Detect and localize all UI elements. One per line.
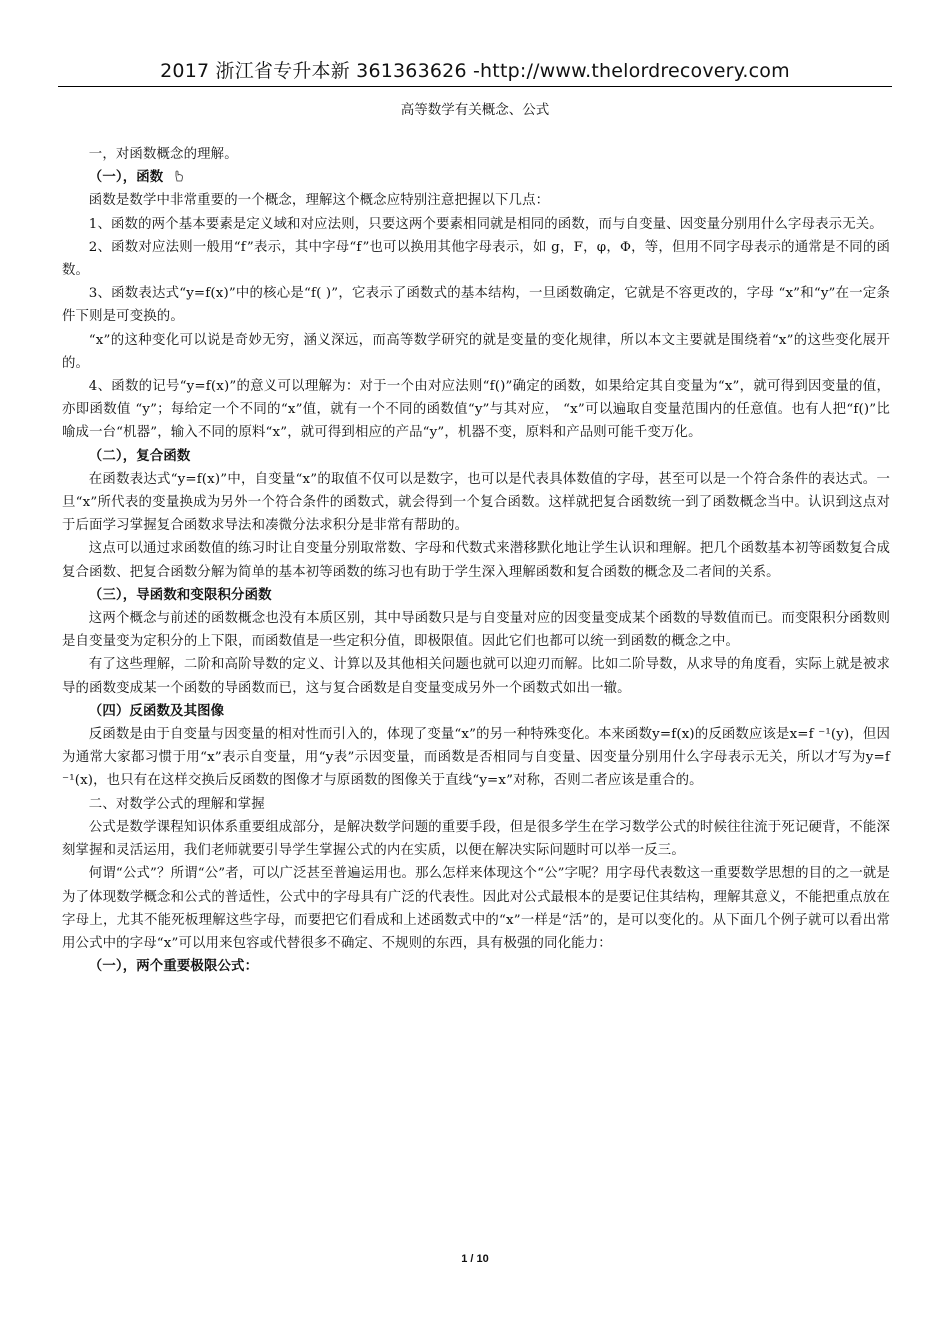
paragraph: 这两个概念与前述的函数概念也没有本质区别，其中导函数只是与自变量对应的因变量变成某个函数的导数值而已。而变限积分函数则是自变量变为定积分的上下限，而函数值是一些定积分值，即极限值。因此它们也都可以统一到函数的概念之中。 [62, 611, 890, 650]
document-body [62, 143, 890, 978]
paragraph: “x”的这种变化可以说是奇妙无穷，涵义深远，而高等数学研究的就是变量的变化规律，所以本文主要就是围绕着“x”的这些变化展开的。 [62, 332, 890, 371]
page-header: 2017 浙江省专升本新 361363626 -http://www.thelordrecovery.com [160, 60, 790, 82]
subsection-heading [62, 166, 890, 189]
section-heading: 一，对函数概念的理解。 [88, 147, 238, 162]
hand-cursor-icon [173, 170, 185, 182]
paragraph: 反函数是由于自变量与因变量的相对性而引入的，体现了变量“x”的另一种特殊变化。本来函数y=f(x)的反函数应该是x=f ⁻¹(y)，但因为通常大家都习惯于用“x”表示自变量，用“y表”示因变量，而函数是否相同与自变量、因变量分别用什么字母表示无关，所以才写为y=f ⁻¹(x)，也只有在这样交换后反函数的图像才与原函数的图像关于直线“y=x”对称，否则二者应该是重合的。 [62, 727, 890, 789]
subsection-heading: （一），两个重要极限公式： [88, 958, 259, 975]
subsection-heading: （四）反函数及其图像 [88, 702, 225, 719]
page-number: 1 / 10 [461, 1253, 489, 1265]
paragraph: 1、函数的两个基本要素是定义域和对应法则，只要这两个要素相同就是相同的函数，而与自变量、因变量分别用什么字母表示无关。 [88, 216, 883, 232]
paragraph: 有了这些理解，二阶和高阶导数的定义、计算以及其他相关问题也就可以迎刃而解。比如二阶导数，从求导的角度看，实际上就是被求导的函数变成某一个函数的导函数而已，这与复合函数是自变量变成另外一个函数式如出一辙。 [62, 657, 890, 696]
paragraph: 何谓“公式”？所谓“公”者，可以广泛甚至普遍运用也。那么怎样来体现这个“公”字呢？用字母代表数这一重要数学思想的目的之一就是为了体现数学概念和公式的普适性，公式中的字母具有广泛的代表性。因此对公式最根本的是要记住其结构，理解其意义，不能把重点放在字母上，尤其不能死板理解这些字母，而要把它们看成和上述函数式中的“x”一样是“活”的，是可以变化的。从下面几个例子就可以看出常用公式中的字母“x”可以用来包容或代替很多不确定、不规则的东西，具有极强的同化能力： [62, 866, 890, 951]
paragraph: 函数是数学中非常重要的一个概念，理解这个概念应特别注意把握以下几点： [88, 193, 550, 209]
header-divider [58, 86, 892, 87]
paragraph: 2、函数对应法则一般用“f”表示，其中字母“f”也可以换用其他字母表示，如 g，F，φ，Φ，等，但用不同字母表示的通常是不同的函数。 [62, 239, 890, 279]
document-title: 高等数学有关概念、公式 [400, 102, 550, 118]
section-heading: 二、对数学公式的理解和掌握 [88, 796, 265, 812]
paragraph: 这点可以通过求函数值的练习时让自变量分别取常数、字母和代数式来潜移默化地让学生认识和理解。把几个函数基本初等函数复合成复合函数、把复合函数分解为简单的基本初等函数的练习也有助于学生深入理解函数和复合函数的概念及二者间的关系。 [62, 541, 890, 580]
paragraph: 公式是数学课程知识体系重要组成部分，是解决数学问题的重要手段，但是很多学生在学习数学公式的时候往往流于死记硬背，不能深刻掌握和灵活运用，我们老师就要引导学生掌握公式的内在实质，以便在解决实际问题时可以举一反三。 [62, 819, 890, 859]
subsection-heading: （二），复合函数 [88, 447, 191, 464]
paragraph: 4、函数的记号“y=f(x)”的意义可以理解为：对于一个由对应法则“f()”确定的函数，如果给定其自变量为“x”，就可得到因变量的值，亦即函数值 “y”；每给定一个不同的“x”值，就有一个不同的函数值“y”与其对应， “x”可以遍取自变量范围内的任意值。也有人把“f()”比喻成一台“机器”，输入不同的原料“x”，就可得到相应的产品“y”，机器不变，原料和产品则可能千变万化。 [62, 379, 890, 441]
paragraph: 3、函数表达式“y=f(x)”中的核心是“f( )”，它表示了函数式的基本结构，一旦函数确定，它就是不容更改的，字母 “x”和“y”在一定条件下则是可变换的。 [62, 286, 890, 325]
paragraph: 在函数表达式“y=f(x)”中，自变量“x”的取值不仅可以是数字，也可以是代表具体数值的字母，甚至可以是一个符合条件的表达式。一旦“x”所代表的变量换成为另外一个符合条件的函数式，就会得到一个复合函数。这样就把复合函数统一到了函数概念当中。认识到这点对于后面学习掌握复合函数求导法和凑微分法求积分是非常有帮助的。 [62, 471, 890, 534]
subsection-heading: （三），导函数和变限积分函数 [88, 586, 272, 603]
subsection-heading-text: （一），函数 [88, 169, 164, 186]
